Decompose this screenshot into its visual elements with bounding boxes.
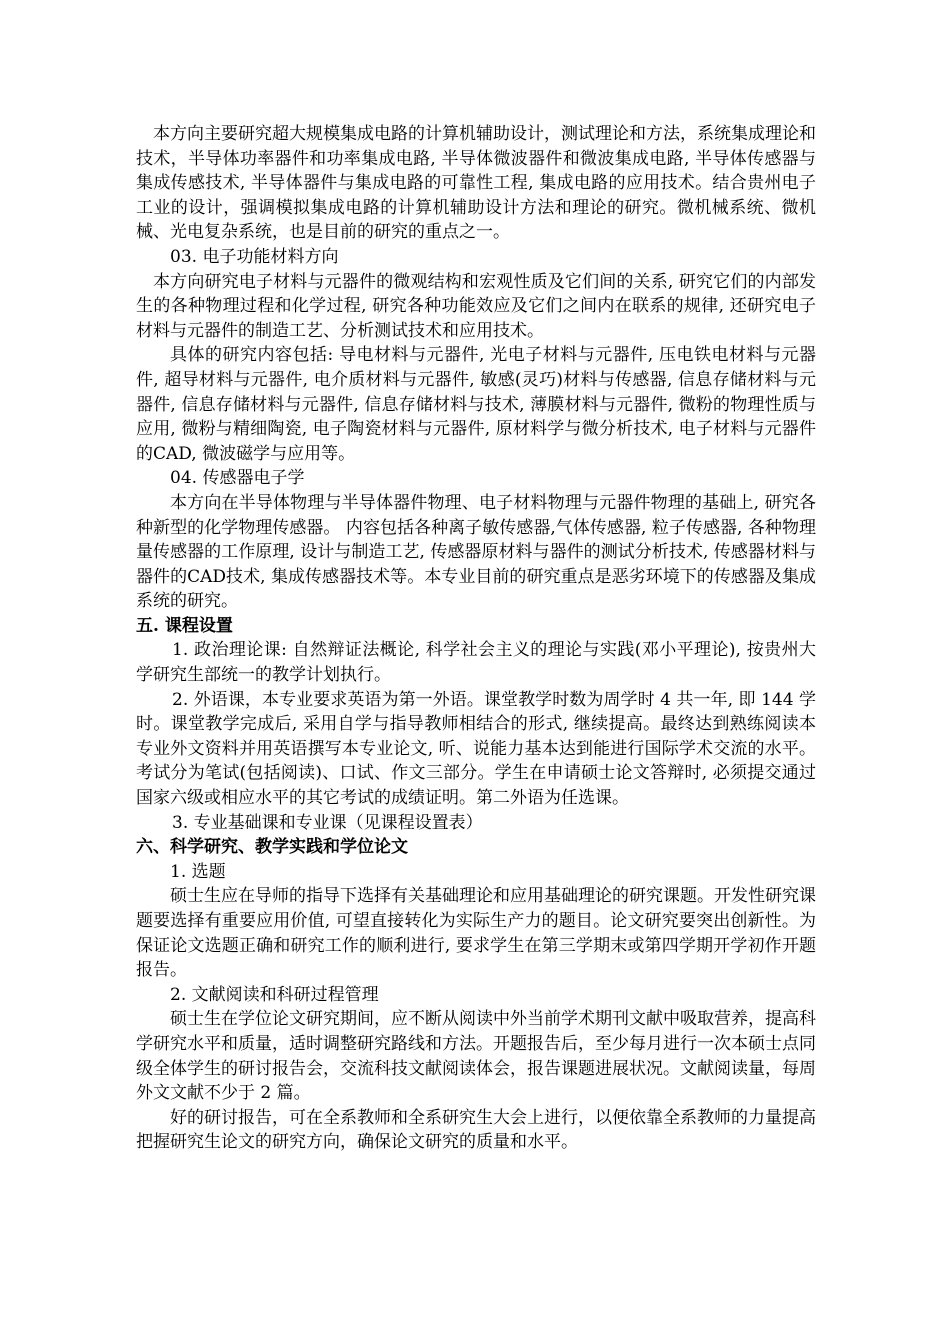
- paragraph-seminar-report: 好的研讨报告，可在全系教师和全系研究生大会上进行，以便依靠全系教师的力量提高把握研究生论文的研究方向，确保论文研究的质量和水平。: [136, 1107, 816, 1153]
- paragraph-foreign-language-course: 2. 外语课，本专业要求英语为第一外语。课堂教学时数为周学时 4 共一年, 即 144 学时。课堂教学完成后, 采用自学与指导教师相结合的形式, 继续提高。最终达到熟练阅读本专业外文资料并用英语撰写本专业论文, 听、说能力基本达到能进行国际学术交流的水平。考试分为笔试(包括阅读)、口试、作文三部分。学生在申请硕士论文答辩时, 必须提交通过国家六级或相应水平的其它考试的成绩证明。第二外语为任选课。: [136, 689, 816, 809]
- paragraph-sensor-electronics: 本方向在半导体物理与半导体器件物理、电子材料物理与元器件物理的基础上, 研究各种新型的化学物理传感器。 内容包括各种离子敏传感器,气体传感器, 粒子传感器, 各种物理量传感器的工作原理, 设计与制造工艺, 传感器原材料与器件的测试分析技术, 传感器材料与器件的CAD技术, 集成传感器技术等。本专业目前的研究重点是恶劣环境下的传感器及集成系统的研究。: [136, 492, 816, 612]
- paragraph-topic-selection: 硕士生应在导师的指导下选择有关基础理论和应用基础理论的研究课题。开发性研究课题要选择有重要应用价值, 可望直接转化为实际生产力的题目。论文研究要突出创新性。为保证论文选题正确和研究工作的顺利进行, 要求学生在第三学期末或第四学期开学初作开题报告。: [136, 886, 816, 981]
- subheading-electronic-materials: 03. 电子功能材料方向: [170, 246, 339, 267]
- subheading-sensor-electronics: 04. 传感器电子学: [170, 468, 305, 489]
- paragraph-electronic-materials: 本方向研究电子材料与元器件的微观结构和宏观性质及它们间的关系, 研究它们的内部发生的各种物理过程和化学过程, 研究各种功能效应及它们之间内在联系的规律, 还研究电子材料与元器件的制造工艺、分析测试技术和应用技术。: [136, 271, 816, 341]
- document-body: [136, 122, 816, 1155]
- section-heading-courses: 五. 课程设置: [136, 615, 233, 636]
- paragraph-politics-course: 1. 政治理论课: 自然辩证法概论, 科学社会主义的理论与实践(邓小平理论), 按贵州大学研究生部统一的教学计划执行。: [136, 640, 816, 686]
- paragraph-research-contents: 具体的研究内容包括: 导电材料与元器件, 光电子材料与元器件, 压电铁电材料与元器件, 超导材料与元器件, 电介质材料与元器件, 敏感(灵巧)材料与传感器, 信息存储材料与元器件, 信息存储材料与元器件, 信息存储材料与技术, 薄膜材料与元器件, 微粉的物理性质与应用, 微粉与精细陶瓷, 电子陶瓷材料与元器件, 原材料学与微分析技术, 电子材料与元器件的CAD, 微波磁学与应用等。: [136, 345, 816, 464]
- section-heading-research-thesis: 六、科学研究、教学实践和学位论文: [136, 837, 408, 858]
- paragraph-research-directions: 本方向主要研究超大规模集成电路的计算机辅助设计，测试理论和方法，系统集成理论和技术，半导体功率器件和功率集成电路, 半导体微波器件和微波集成电路, 半导体传感器与集成传感技术, 半导体器件与集成电路的可靠性工程, 集成电路的应用技术。结合贵州电子工业的设计，强调模拟集成电路的计算机辅助设计方法和理论的研究。微机械系统、微机械、光电复杂系统，也是目前的研究的重点之一。: [136, 124, 816, 243]
- subheading-literature-reading: 2. 文献阅读和科研过程管理: [170, 984, 379, 1005]
- paragraph-professional-courses: 3. 专业基础课和专业课（见课程设置表）: [172, 812, 483, 833]
- subheading-topic-selection: 1. 选题: [170, 861, 226, 882]
- paragraph-literature-reading: 硕士生在学位论文研究期间，应不断从阅读中外当前学术期刊文献中吸取营养，提高科学研究水平和质量，适时调整研究路线和方法。开题报告后，至少每月进行一次本硕士点同级全体学生的研讨报告会，交流科技文献阅读体会，报告课题进展状况。文献阅读量，每周外文文献不少于 2 篇。: [136, 1009, 816, 1104]
